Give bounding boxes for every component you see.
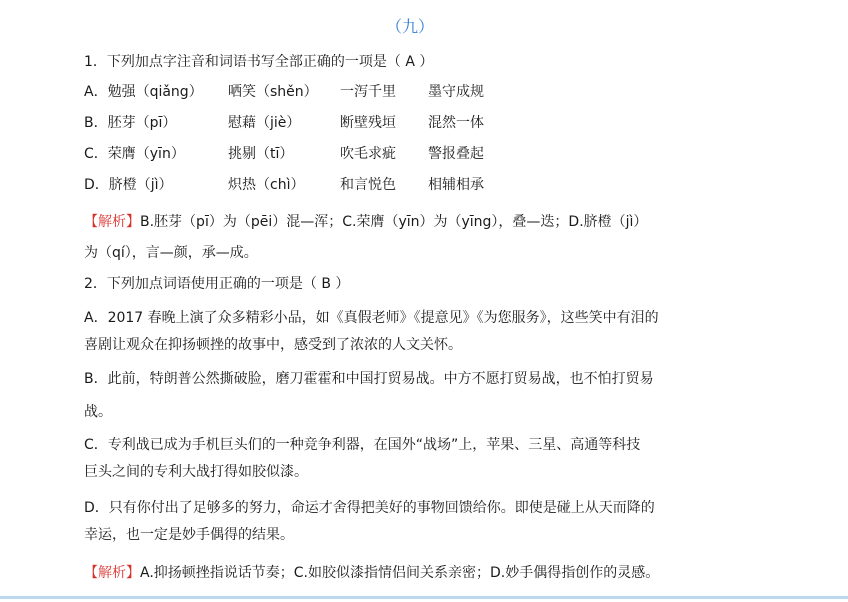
question-2-option-c-line2: 巨头之间的专利大战打得如胶似漆。	[84, 464, 308, 480]
question-2-option-d-line1: D．只有你付出了足够多的努力，命运才舍得把美好的事物回馈给你。即使是碰上从天而降的	[84, 500, 655, 516]
question-2-stem: 2．下列加点词语使用正确的一项是（ B ）	[84, 276, 350, 292]
question-2-option-a-line1: A．2017 春晚上演了众多精彩小品，如《真假老师》《提意见》《为您服务》，这些笑中有泪的	[84, 310, 659, 326]
question-1-analysis-cont: 为（qí），言—颜，承—成。	[84, 245, 258, 261]
option-word: D．脐橙（jì）	[84, 177, 173, 193]
question-1-stem: 1．下列加点字注音和词语书写全部正确的一项是（ A ）	[84, 54, 434, 70]
option-word: 挑剔（tī）	[228, 146, 294, 162]
option-word: 警报叠起	[428, 146, 484, 162]
option-word: 哂笑（shěn）	[228, 84, 318, 100]
analysis-tag: 【解析】	[84, 214, 140, 230]
option-word: C．荣膺（yīn）	[84, 146, 185, 162]
bottom-divider	[0, 596, 848, 599]
question-2-option-a-line2: 喜剧让观众在抑扬顿挫的故事中，感受到了浓浓的人文关怀。	[84, 337, 462, 353]
option-word: A．勉强（qiǎng）	[84, 84, 203, 100]
question-2-analysis	[84, 563, 659, 583]
question-2-option-d-line2: 幸运，也一定是妙手偶得的结果。	[84, 527, 294, 543]
option-word: 混然一体	[428, 115, 484, 131]
option-word: 墨守成规	[428, 84, 484, 100]
analysis-text: A.抑扬顿挫指说话节奏；C.如胶似漆指情侣间关系亲密；D.妙手偶得指创作的灵感。	[140, 565, 660, 581]
option-word: 相辅相承	[428, 177, 484, 193]
option-word: 一泻千里	[340, 84, 396, 100]
option-word: 炽热（chì）	[228, 177, 305, 193]
question-1-analysis	[84, 212, 647, 232]
option-word: 和言悦色	[340, 177, 396, 193]
section-title: （九）	[385, 17, 434, 36]
option-word: 吹毛求疵	[340, 146, 396, 162]
option-word: 断壁残垣	[340, 115, 396, 131]
question-2-option-c-line1: C．专利战已成为手机巨头们的一种竞争利器，在国外“战场”上，苹果、三星、高通等科技	[84, 437, 641, 453]
option-word: 慰藉（jiè）	[228, 115, 301, 131]
question-2-option-b-line1: B．此前，特朗普公然撕破脸，磨刀霍霍和中国打贸易战。中方不愿打贸易战，也不怕打贸易	[84, 371, 654, 387]
option-word: B．胚芽（pī）	[84, 115, 177, 131]
analysis-text: B.胚芽（pī）为（pēi）混—浑；C.荣膺（yīn）为（yīng），叠—迭；D.脐橙（jì）	[140, 214, 648, 230]
analysis-tag: 【解析】	[84, 565, 140, 581]
question-2-option-b-line2: 战。	[84, 404, 112, 420]
